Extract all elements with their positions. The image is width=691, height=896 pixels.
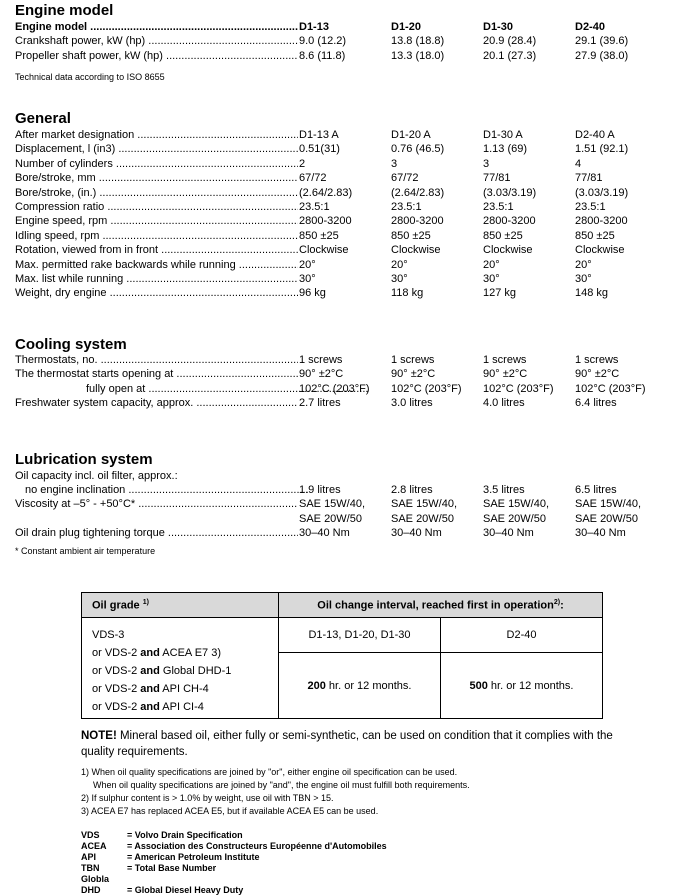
general-value: 20° [391,258,408,271]
lubrication-row [15,512,675,526]
ambient-footnote: * Constant ambient air temperature [15,546,156,556]
iso-note: Technical data according to ISO 8655 [15,72,165,82]
general-value: 96 kg [299,287,326,300]
and-keyword: and [140,647,160,659]
general-value: 23.5:1 [299,201,330,213]
general-label: Weight, dry engine ..... [15,286,298,300]
general-value: D1-13 A [299,129,339,141]
lubrication-value: SAE 20W/50 [391,512,454,525]
general-value: 148 kg [575,287,609,300]
lubrication-value: SAE 15W/40, [391,498,458,511]
engine-model-value: 9.0 (12.2) [299,35,347,48]
lubrication-value: SAE 20W/50 [575,512,638,525]
lubrication-title: Lubrication system [15,451,153,468]
general-value: 127 kg [483,287,517,300]
general-value: Clockwise [391,244,441,257]
general-value: (2.64/2.83) [391,186,445,199]
general-value: 0.51(31) [299,143,340,156]
engine-model-row [15,49,675,63]
abbreviation-list [81,830,387,896]
general-row [15,286,675,300]
models-col2: D2-40 [441,618,603,653]
cooling-value: 90° ±2°C [483,368,528,381]
general-row [15,142,675,156]
general-row [15,258,675,272]
abbreviation-meaning: = Volvo Drain Specification [127,830,243,840]
and-keyword: and [140,683,160,695]
cooling-value: 3.0 litres [391,397,433,410]
cooling-label: fully open at ..... [15,382,369,396]
general-label: Max. list while running ..... [15,272,298,286]
cooling-value: 1 screws [483,354,527,366]
abbreviation-key: TBN [81,863,100,873]
cooling-value: 102°C (203°F) [575,382,646,395]
cooling-value: 102°C (203°F) [299,382,370,395]
general-value: Clockwise [575,244,625,257]
cooling-value: 2.7 litres [299,397,341,410]
engine-model-value: 20.9 (28.4) [483,35,537,48]
lubrication-value: 30–40 Nm [391,527,442,540]
general-value: D2-40 A [575,129,615,141]
cooling-value: 102°C (203°F) [483,382,554,395]
general-value: Clockwise [483,244,533,257]
general-value: 20° [575,258,592,271]
abbreviation-key: VDS [81,830,100,840]
general-value: 30° [483,273,500,285]
oil-capacity-label: Oil capacity incl. oil filter, approx.: [15,470,178,482]
general-value: Clockwise [299,244,349,257]
mineral-oil-note: NOTE! Mineral based oil, either fully or semi-synthetic, can be used on condition that it complies with the quality requirements. [81,730,613,758]
interval-col1: 200 hr. or 12 months. [279,653,441,719]
interval-col2: 500 hr. or 12 months. [441,653,603,719]
general-label: After market designation ..... [15,128,298,142]
general-value: 850 ±25 [483,229,523,242]
abbreviation-key: API [81,852,97,862]
general-row [15,171,675,185]
cooling-row [15,367,675,381]
general-value: 23.5:1 [483,201,514,213]
lubrication-label: Viscosity at –5° - +50°C* ..... [15,497,298,511]
cooling-value: 1 screws [299,354,343,366]
cooling-value: 4.0 litres [483,397,525,410]
general-label: Bore/stroke, mm ..... [15,171,298,185]
general-label: Idling speed, rpm ..... [15,229,298,243]
models-col1: D1-13, D1-20, D1-30 [279,618,441,653]
general-value: 0.76 (46.5) [391,143,445,156]
general-row [15,128,675,142]
general-label: Number of cylinders ..... [15,157,298,171]
lubrication-value: SAE 15W/40, [575,498,642,511]
general-value: 67/72 [299,172,327,185]
general-row [15,214,675,228]
engine-model-value: 20.1 (27.3) [483,49,537,62]
oil-grade-list [82,618,279,719]
footnote-1: 1) When oil quality specifications are joined by "or", either engine oil specification can be used. [81,767,458,777]
cooling-value: 1 screws [575,354,619,366]
general-value: 2800-3200 [575,215,628,228]
general-value: 30° [575,273,592,285]
engine-model-value: D1-30 [483,21,513,33]
cooling-value: 102°C (203°F) [391,382,462,395]
cooling-title: Cooling system [15,336,127,353]
general-value: 2800-3200 [299,215,352,228]
engine-model-label: Engine model ..... [15,20,298,34]
cooling-row [15,396,675,410]
lubrication-value: SAE 20W/50 [299,512,362,525]
general-value: 30° [299,273,316,285]
general-value: 3 [483,157,490,170]
engine-model-value: 13.8 (18.8) [391,35,445,48]
oil-interval-header: Oil change interval, reached first in operation$^{2)}$: [279,593,603,618]
general-value: 850 ±25 [391,229,431,242]
general-value: 67/72 [391,172,419,185]
lubrication-value: 2.8 litres [391,484,433,496]
general-value: 850 ±25 [299,229,339,242]
cooling-value: 90° ±2°C [391,368,436,381]
lubrication-value: 30–40 Nm [483,527,534,540]
footnote-1b: When oil quality specifications are joined by "and", the engine oil must fulfill both requirements. [93,780,470,790]
general-row [15,229,675,243]
abbreviation-item [81,874,387,896]
general-value: (3.03/3.19) [575,186,629,199]
general-row [15,186,675,200]
engine-model-value: 13.3 (18.0) [391,49,445,62]
engine-model-value: 29.1 (39.6) [575,35,629,48]
general-value: 1.51 (92.1) [575,143,629,156]
general-title: General [15,110,71,127]
lubrication-label: no engine inclination ..... [15,483,308,497]
general-label: Compression ratio ..... [15,200,298,214]
grade-dhd: or VDS-2 and Global DHD-1 [92,665,232,677]
cooling-value: 90° ±2°C [299,368,344,381]
general-value: 2800-3200 [391,215,444,228]
general-label: Max. permitted rake backwards while running ..... [15,258,298,272]
lubrication-value: SAE 20W/50 [483,512,546,525]
lubrication-row [15,526,675,540]
engine-model-value: D1-13 [299,21,329,33]
general-value: 23.5:1 [391,201,422,213]
lubrication-value: 1.9 litres [299,484,341,496]
grade-ci4: or VDS-2 and API CI-4 [92,701,204,713]
general-label: Displacement, l (in3) ..... [15,142,298,156]
engine-model-row [15,34,675,48]
lubrication-value: 3.5 litres [483,484,525,496]
cooling-value: 6.4 litres [575,397,617,410]
lubrication-value: 30–40 Nm [299,527,350,540]
engine-model-value: 8.6 (11.8) [299,49,346,62]
and-keyword: and [140,701,160,713]
abbreviation-meaning: = Global Diesel Heavy Duty [127,885,244,895]
lubrication-row [15,497,675,511]
general-value: 77/81 [575,172,603,185]
general-label: Bore/stroke, (in.) ..... [15,186,298,200]
general-label: Rotation, viewed from in front ..... [15,243,298,257]
abbreviation-key: Globla DHD [81,874,110,895]
abbreviation-item [81,863,387,874]
general-value: (3.03/3.19) [483,186,537,199]
engine-model-title: Engine model [15,2,114,19]
oil-grade-header: Oil grade $^{1)}$ [82,593,279,618]
general-value: 20° [483,258,500,271]
cooling-row [15,353,675,367]
abbreviation-meaning: = American Petroleum Institute [127,852,260,862]
engine-model-label: Propeller shaft power, kW (hp) ..... [15,49,298,63]
engine-model-value: D2-40 [575,21,605,33]
engine-model-value: 27.9 (38.0) [575,49,629,62]
cooling-value: 1 screws [391,354,435,366]
general-row [15,157,675,171]
lubrication-value: 6.5 litres [575,484,617,496]
engine-model-value: D1-20 [391,21,421,33]
general-row [15,272,675,286]
cooling-row [15,382,675,396]
cooling-value: 90° ±2°C [575,368,620,381]
oil-grade-table [81,592,603,719]
cooling-label: Freshwater system capacity, approx. ..... [15,396,298,410]
cooling-label: The thermostat starts opening at ..... [15,367,298,381]
lubrication-value: 30–40 Nm [575,527,626,540]
cooling-label: Thermostats, no. ..... [15,353,298,367]
general-value: 850 ±25 [575,229,615,242]
general-value: 2800-3200 [483,215,536,228]
lubrication-value: SAE 15W/40, [483,498,550,511]
grade-acea: or VDS-2 and ACEA E7 3) [92,647,222,659]
and-keyword: and [140,665,160,677]
general-value: 3 [391,157,398,170]
general-value: 20° [299,258,316,271]
general-value: 77/81 [483,172,511,185]
abbreviation-meaning: = Association des Constructeurs Européenne d'Automobiles [127,841,387,851]
abbreviation-key: ACEA [81,841,107,851]
general-value: 118 kg [391,287,424,300]
abbreviation-item [81,852,387,863]
lubrication-row [15,483,675,497]
engine-model-row [15,20,675,34]
abbreviation-item [81,841,387,852]
general-value: D1-20 A [391,129,431,141]
general-row [15,243,675,257]
general-label: Engine speed, rpm ..... [15,214,298,228]
general-value: 1.13 (69) [483,143,528,156]
footnote-2: 2) If sulphur content is > 1.0% by weight, use oil with TBN > 15. [81,793,334,803]
lubrication-label: Oil drain plug tightening torque ..... [15,526,298,540]
general-row [15,200,675,214]
grade-vds3: VDS-3 [92,629,125,641]
footnote-3: 3) ACEA E7 has replaced ACEA E5, but if available ACEA E5 can be used. [81,806,379,816]
engine-model-label: Crankshaft power, kW (hp) ..... [15,34,298,48]
lubrication-value: SAE 15W/40, [299,498,366,511]
general-value: 4 [575,157,582,170]
grade-ch4: or VDS-2 and API CH-4 [92,683,209,695]
general-value: D1-30 A [483,129,523,141]
abbreviation-item [81,830,387,841]
general-value: 2 [299,157,306,170]
general-value: 23.5:1 [575,201,606,213]
abbreviation-meaning: = Total Base Number [127,863,217,873]
general-value: (2.64/2.83) [299,186,353,199]
general-value: 30° [391,273,408,285]
